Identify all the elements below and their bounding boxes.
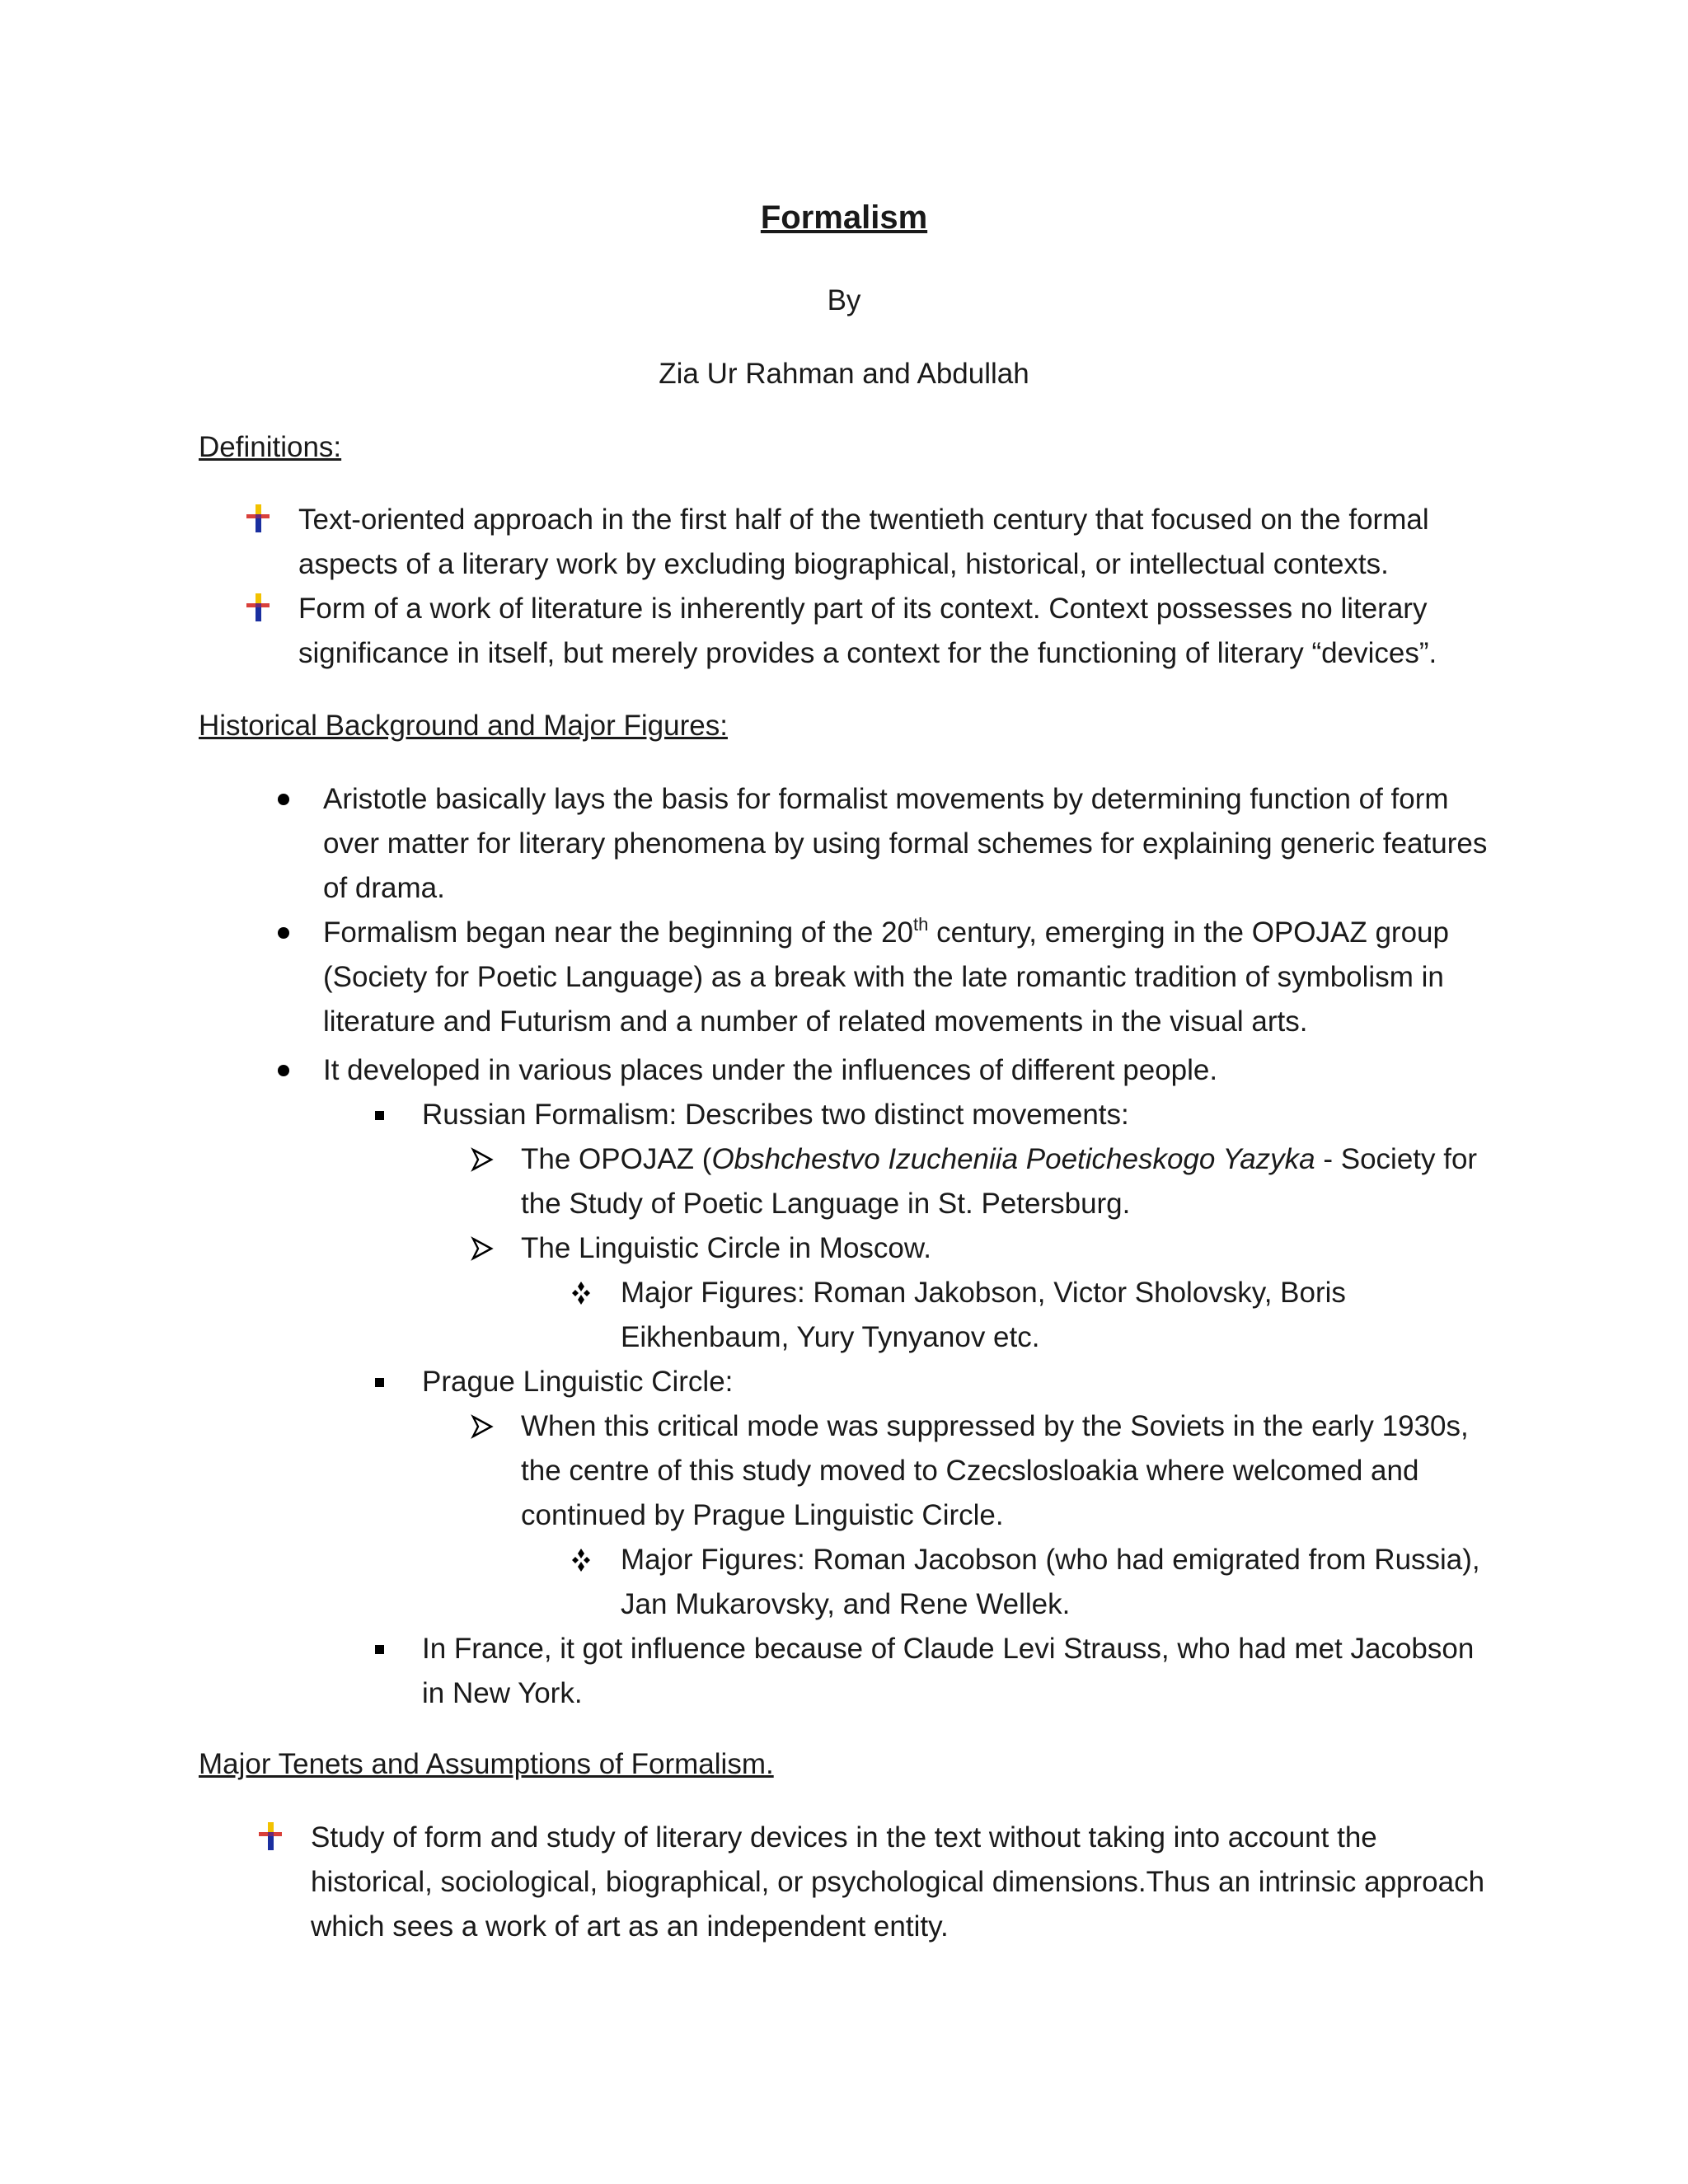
- arrowhead-icon: [470, 1137, 495, 1182]
- history-heading: Historical Background and Major Figures:: [199, 710, 728, 742]
- list-item: [323, 1048, 1493, 1093]
- superscript: th: [913, 914, 929, 935]
- list-item: [323, 777, 1493, 911]
- authors: Zia Ur Rahman and Abdullah: [659, 358, 1029, 390]
- arrowhead-icon: [470, 1404, 495, 1449]
- list-item: [323, 911, 1493, 1044]
- tenets-heading: Major Tenets and Assumptions of Formalism.: [199, 1748, 774, 1780]
- filled-circle-icon: [271, 911, 296, 955]
- arrowhead-icon: [470, 1226, 495, 1271]
- filled-circle-icon: [271, 777, 296, 822]
- moscow-circle-text: The Linguistic Circle in Moscow.: [521, 1232, 931, 1264]
- four-diamond-icon: [569, 1271, 593, 1315]
- list-item: [422, 1627, 1493, 1716]
- definition-text: Text-oriented approach in the first half of the twentieth century that focused on the formal aspects of a literary work by excluding biographical, historical, or intellectual contexts.: [298, 504, 1429, 580]
- history-text: Formalism began near the beginning of the 20th century, emerging in the OPOJAZ group (Society for Poetic Language) as a break with the late romantic tradition of symbolism in literature and Futurism and a number of related movements in the visual arts.: [323, 914, 1449, 1038]
- russian-formalism-text: Russian Formalism: Describes two distinct movements:: [422, 1099, 1129, 1131]
- colored-cross-icon: [244, 498, 274, 542]
- definitions-heading: Definitions:: [199, 431, 342, 463]
- prague-desc-text: When this critical mode was suppressed by the Soviets in the early 1930s, the centre of this study moved to Czecslosloakia where welcomed and continued by Prague Linguistic Circle.: [521, 1410, 1469, 1531]
- list-item: [521, 1404, 1493, 1538]
- colored-cross-icon: [244, 587, 274, 631]
- list-item: [311, 1816, 1498, 1949]
- russian-figures-text: Major Figures: Roman Jakobson, Victor Sholovsky, Boris Eikhenbaum, Yury Tynyanov etc.: [621, 1277, 1346, 1353]
- filled-square-icon: [371, 1093, 387, 1137]
- prague-circle-text: Prague Linguistic Circle:: [422, 1366, 734, 1398]
- list-item: [298, 587, 1493, 676]
- history-text: Aristotle basically lays the basis for formalist movements by determining function of form over matter for literary phenomena by using formal schemes for explaining generic features of drama.: [323, 783, 1488, 904]
- history-text: It developed in various places under the influences of different people.: [323, 1054, 1218, 1086]
- list-item: [422, 1093, 1493, 1137]
- list-item: [521, 1137, 1493, 1226]
- list-item: [621, 1538, 1493, 1627]
- colored-cross-icon: [256, 1816, 286, 1860]
- list-item: [621, 1271, 1362, 1360]
- filled-square-icon: [371, 1360, 387, 1404]
- list-item: [422, 1360, 1493, 1404]
- definition-text: Form of a work of literature is inherently part of its context. Context possesses no literary significance in itself, but merely provides a context for the functioning of literary “devices”.: [298, 593, 1437, 669]
- document-title: Formalism: [760, 199, 928, 236]
- filled-square-icon: [371, 1627, 387, 1671]
- list-item: [521, 1226, 1493, 1271]
- tenet-text: Study of form and study of literary devices in the text without taking into account the historical, sociological, biographical, or psychological dimensions.Thus an intrinsic approach which sees a work of art as an independent entity.: [311, 1821, 1485, 1943]
- four-diamond-icon: [569, 1538, 593, 1582]
- byline: By: [827, 284, 861, 316]
- opojaz-text: The OPOJAZ (Obshchestvo Izucheniia Poeticheskogo Yazyka - Society for the Study of Poetic Language in St. Petersburg.: [521, 1143, 1478, 1220]
- france-text: In France, it got influence because of Claude Levi Strauss, who had met Jacobson in New York.: [422, 1633, 1475, 1709]
- filled-circle-icon: [271, 1048, 296, 1093]
- prague-figures-text: Major Figures: Roman Jacobson (who had emigrated from Russia), Jan Mukarovsky, and Rene Wellek.: [621, 1544, 1480, 1620]
- list-item: [298, 498, 1493, 587]
